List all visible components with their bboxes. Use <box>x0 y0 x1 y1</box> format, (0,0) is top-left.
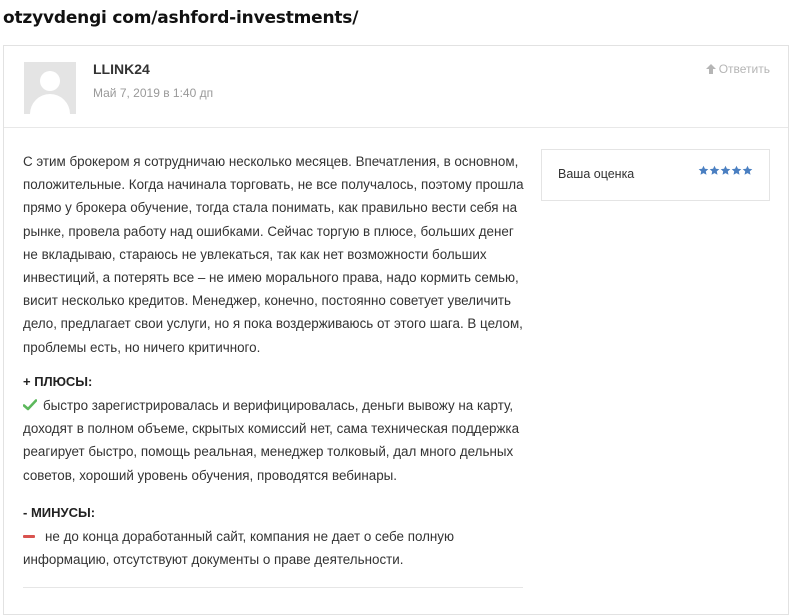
review-text: С этим брокером я сотрудничаю несколько месяцев. Впечатления, в основном, положительные. Когда начинала торговать, не все получалось, поэтому прошла прямо у брокера обучение, тогда стала понимать, как правильно вести себя на рынке, провела работу над ошибками. Сейчас торгую в плюсе, больших денег не вкладываю, стараюсь не увлекаться, так как нет возможности больших инвестиций, а потерять все – не имею морального права, надо кормить семью, висит несколько кредитов. Менеджер, конечно, постоянно советует увеличить дело, предлагает свои услуги, но я пока воздерживаюсь от этого шага. В целом, проблемы есть, но ничего критичного. <box>23 154 524 355</box>
rating-box <box>541 149 770 201</box>
check-icon <box>23 399 37 411</box>
avatar <box>24 62 76 114</box>
pros-text: быстро зарегистрировалась и верифицировалась, деньги вывожу на карту, доходят в полном объеме, скрытых комиссий нет, сама техническая поддержка реагирует быстро, помощь реальная, менеджер толковый, дал много дельных советов, хороший уровень обучения, проводятся вебинары. <box>23 398 520 483</box>
site-url: otzyvdengi com/ashford-investments/ <box>3 8 359 28</box>
star-icon[interactable] <box>731 165 742 176</box>
review-body <box>23 150 528 571</box>
rating-stars[interactable] <box>698 165 753 176</box>
avatar-body-icon <box>30 94 70 114</box>
rating-label: Ваша оценка <box>558 167 635 181</box>
minus-icon <box>23 535 35 538</box>
pros-title: + ПЛЮСЫ: <box>23 373 93 389</box>
review-date: Май 7, 2019 в 1:40 дп <box>93 86 214 100</box>
star-icon[interactable] <box>742 165 753 176</box>
star-icon[interactable] <box>698 165 709 176</box>
cons-text: не до конца доработанный сайт, компания не дает о себе полную информацию, отсутствуют документы о праве деятельности. <box>23 529 455 568</box>
star-icon[interactable] <box>720 165 731 176</box>
avatar-head-icon <box>40 71 60 91</box>
divider <box>23 587 523 588</box>
reply-label: Ответить <box>718 62 770 76</box>
review-header <box>4 46 788 128</box>
reply-arrow-icon <box>706 64 716 74</box>
star-icon[interactable] <box>709 165 720 176</box>
cons-title: - МИНУСЫ: <box>23 504 96 520</box>
reply-button[interactable] <box>706 62 770 76</box>
cons-item <box>23 525 528 571</box>
author-name: LLINK24 <box>93 61 150 77</box>
review-card <box>3 45 789 615</box>
pros-item <box>23 394 528 487</box>
